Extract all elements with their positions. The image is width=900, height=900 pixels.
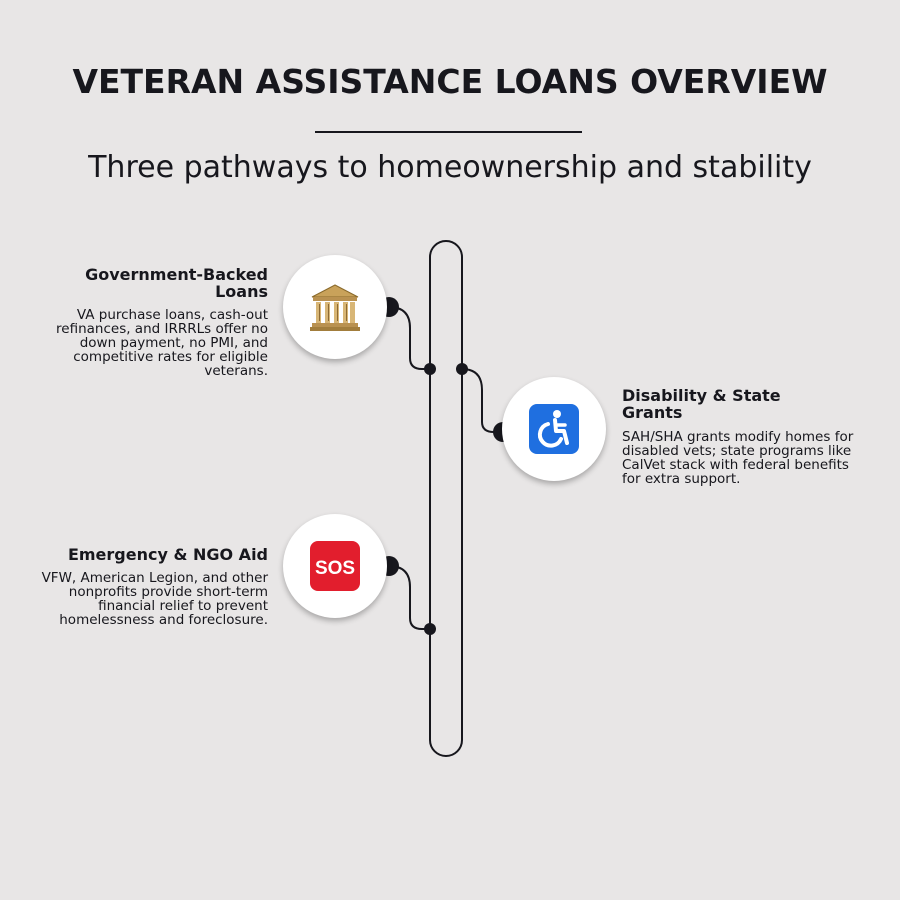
item-node-government-loans xyxy=(283,255,387,359)
item-title-emergency-aid: Emergency & NGO Aid xyxy=(67,545,268,564)
svg-text:SOS: SOS xyxy=(314,558,356,579)
track-dot-2 xyxy=(456,363,468,375)
page-subtitle: Three pathways to homeownership and stability xyxy=(88,150,812,185)
bank-building-icon xyxy=(309,281,361,333)
connector-line-3 xyxy=(389,566,430,629)
item-node-emergency-aid xyxy=(283,514,387,618)
timeline-track xyxy=(430,241,462,756)
track-dot-1 xyxy=(424,363,436,375)
accessibility-icon xyxy=(528,403,580,455)
item-title-disability-grants: Disability & State Grants xyxy=(622,386,781,422)
sos-icon xyxy=(309,540,361,592)
page-title: VETERAN ASSISTANCE LOANS OVERVIEW xyxy=(72,62,828,101)
item-description-government-loans: VA purchase loans, cash-out refinances, and IRRRLs offer no down payment, no PMI, and competitive rates for eligible veterans. xyxy=(56,307,268,379)
item-description-disability-grants: SAH/SHA grants modify homes for disabled vets; state programs like CalVet stack with federal benefits for extra support. xyxy=(622,429,854,487)
connector-line-1 xyxy=(389,307,430,369)
connector-line-2 xyxy=(462,369,503,432)
item-title-government-loans: Government-Backed Loans xyxy=(85,265,268,301)
track-dot-3 xyxy=(424,623,436,635)
item-node-disability-grants xyxy=(502,377,606,481)
item-description-emergency-aid: VFW, American Legion, and other nonprofits provide short-term financial relief to prevent homelessness and foreclosure. xyxy=(41,570,268,628)
